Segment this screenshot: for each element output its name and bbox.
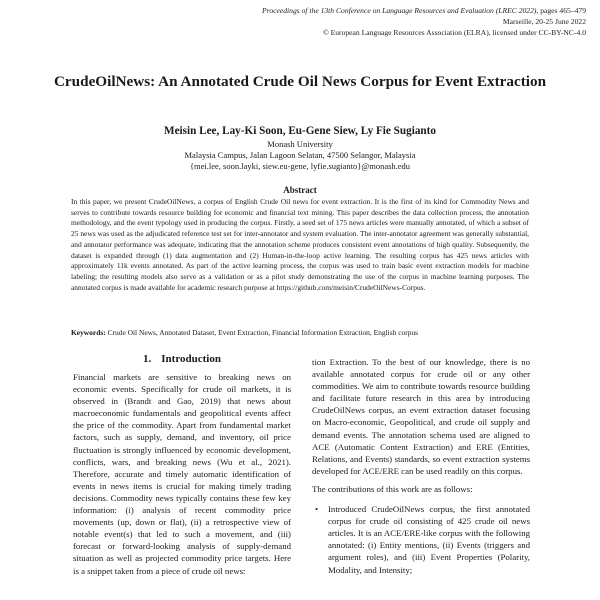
copyright-license: © European Language Resources Association (ELRA), licensed under CC-BY-NC-4.0 (322, 28, 586, 37)
keywords-list: Crude Oil News, Annotated Dataset, Event Extraction, Financial Information Extraction, English corpus (107, 328, 419, 337)
proceedings-line-1 (166, 5, 586, 16)
contribution-text-1: Introduced CrudeOilNews corpus, the first annotated corpus for crude oil consisting of 425 crude oil news articles. It is an ACE/ERE-like corpus with the following annotated: (i) Entity mentions, (ii) Events (triggers and argument roles), and (iii) Event Properties (Polarity, Modality, and Intensity; (328, 504, 530, 575)
author-block (40, 124, 560, 173)
intro-left-column: Financial markets are sensitive to breaking news on economic events. Specifically for crude oil markets, it is observed in (Brandt and Gao, 2019) that news about macroeconomic fundamentals and geopolitical events affect the price of the commodity. Apart from fundamental market factors, such as supply, demand, and inventory, oil price fluctuation is strongly influenced by economic development, conflicts, wars, and breaking news (Wu et al., 2021). Therefore, accurate and timely automatic identification of events in news items is crucial for making timely trading decisions. Commodity news typically contains these few key information: (i) analysis of recent commodity price movements (up, down or flat), (ii) a retrospective view of notable event(s) that led to such a movement, and (iii) forecast or forward-looking analysis of supply-demand situation as well as projected commodity price targets. Here is a snippet taken from a piece of crude oil news: (73, 372, 291, 576)
proceedings-header (166, 5, 586, 38)
intro-right-column (312, 356, 530, 576)
intro-paragraph-continued: tion Extraction. To the best of our knowledge, there is no available annotated corpus for crude oil or any other commodities. We aim to contribute towards resource building and facilitate future research in this area by introducing CrudeOilNews corpus, an event extraction dataset focusing on Macro-economic, Geopolitical, and crude oil supply and demand events. The annotation schema used are aligned to ACE (Automatic Content Extraction) and ERE (Entities, Relations, and Events) standards, so event extraction systems developed for ACE/ERE can be used readily on this corpus. (312, 357, 530, 476)
section-title: Introduction (161, 353, 221, 365)
abstract-heading: Abstract (283, 185, 317, 195)
proceedings-venue: Proceedings of the 13th Conference on Language Resources and Evaluation (LREC 2022) (262, 6, 537, 15)
paper-title: CrudeOilNews: An Annotated Crude Oil News Corpus for Event Extraction (53, 73, 547, 90)
contributions-intro: The contributions of this work are as follows: (312, 483, 473, 494)
author-names: Meisin Lee, Lay-Ki Soon, Eu-Gene Siew, Ly Fie Sugianto (164, 125, 436, 137)
section-number: 1. (143, 353, 152, 365)
proceedings-pages: , pages 465–479 (536, 6, 586, 15)
keywords-line (71, 328, 541, 339)
affiliation-address: Malaysia Campus, Jalan Lagoon Selatan, 47500 Selangor, Malaysia (184, 150, 416, 161)
author-emails: {mei.lee, soon.layki, siew.eu-gene, lyfie.sugianto}@monash.edu (189, 161, 411, 172)
affiliation-university: Monash University (267, 139, 333, 149)
keywords-label: Keywords: (71, 328, 106, 337)
list-item (312, 503, 530, 576)
bullet-icon: • (315, 504, 319, 515)
contributions-list (312, 503, 530, 576)
abstract-body: In this paper, we present CrudeOilNews, a corpus of English Crude Oil news for event extraction. It is the first of its kind for Commodity News and serves to contribute towards resource building for economic and financial text mining. This paper describes the data collection process, the annotation methodology, and the event typology used in producing the corpus. Firstly, a seed set of 175 news articles were manually annotated, of which a subset of 25 news was used as the adjudicated reference test set for inter-annotator and system evaluation. The inter-annotator agreement was generally substantial, and annotator performance was adequate, indicating that the annotation scheme produces consistent event annotations of high quality. Subsequently, the dataset is expanded through (1) data augmentation and (2) Human-in-the-loop active learning. The resulting corpus has 425 news articles with approximately 11k events annotated. As part of the active learning process, the corpus was used to train basic event extraction models for machine labeling; the resulting models also serve as a validation or as a pilot study demonstrating the use of the corpus in machine learning purposes. The annotated corpus is made available for academic research purpose at https://github.com/meisin/CrudeOilNews-Corpus. (71, 197, 529, 292)
proceedings-location-date: Marseille, 20-25 June 2022 (502, 17, 586, 26)
section-heading-introduction (73, 353, 291, 365)
